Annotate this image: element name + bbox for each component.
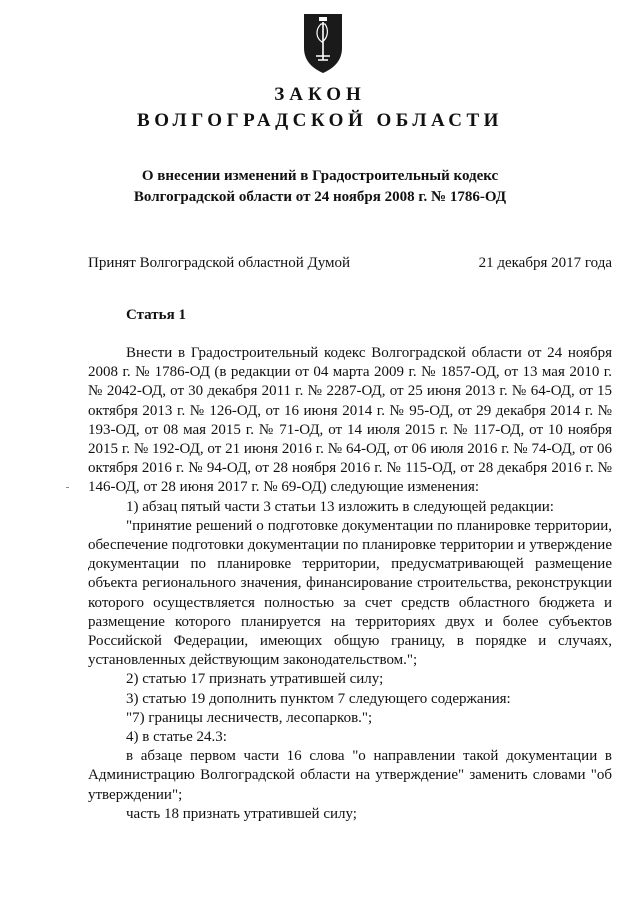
adopted-by-text: Принят Волгоградской областной Думой (88, 255, 351, 271)
adoption-date: 21 декабря 2017 года (478, 255, 612, 271)
paragraph-item-3: 3) статью 19 дополнить пунктом 7 следующего содержания: (126, 690, 511, 707)
paragraph-quoted-item-7: "7) границы лесничеств, лесопарков."; (126, 709, 373, 726)
article-heading: Статья 1 (126, 307, 186, 323)
paragraph-quoted-text: "принятие решений о подготовке документации по планировке территории, обеспечение подготовки документации по планировке территории и утверждение документации по планировке территории, предусматривающей размещение объекта регионального значения, финансирование строительства, реконструкции которого осуществляется полностью за счет средств областного бюджета и размещение которого планируется на территориях двух и более субъектов Российской Федерации, имеющих общую границу, в порядке и случаях, установленных действующим законодательством."; (88, 517, 612, 669)
paragraph-item-4: 4) в статье 24.3: (126, 729, 227, 746)
law-subject-line-2: Волгоградской области от 24 ноября 2008 г. № 1786-ОД (133, 189, 507, 205)
adoption-line (88, 255, 612, 272)
article-body (88, 344, 612, 824)
law-subject-line-1: О внесении изменений в Градостроительный кодекс (141, 168, 499, 184)
region-title: ВОЛГОГРАДСКОЙ ОБЛАСТИ (137, 110, 503, 131)
paragraph-item-2: 2) статью 17 признать утратившей силу; (126, 671, 384, 688)
margin-mark (66, 487, 69, 488)
law-subject (0, 166, 640, 208)
paragraph-item-1: 1) абзац пятый части 3 статьи 13 изложить в следующей редакции: (126, 498, 554, 515)
paragraph-item-4-part-16: в абзаце первом части 16 слова "о направлении такой документации в Администрацию Волгоградской области на утверждение" заменить словами "об утверждении"; (88, 748, 612, 803)
paragraph-intro: Внести в Градостроительный кодекс Волгоградской области от 24 ноября 2008 г. № 1786-ОД (в редакции от 04 марта 2009 г. № 1857-ОД, от 13 мая 2010 г. № 2042-ОД, от 30 декабря 2011 г. № 2287-ОД, от 25 июня 2013 г. № 64-ОД, от 15 октября 2013 г. № 126-ОД, от 16 июня 2014 г. № 95-ОД, от 29 декабря 2014 г. № 193-ОД, от 08 мая 2015 г. № 71-ОД, от 14 июля 2015 г. № 117-ОД, от 10 ноября 2015 г. № 192-ОД, от 21 июня 2016 г. № 64-ОД, от 06 июля 2016 г. № 74-ОД, от 06 октября 2016 г. № 94-ОД, от 28 ноября 2016 г. № 115-ОД, от 28 декабря 2016 г. № 146-ОД, от 28 июня 2017 г. № 69-ОД) следующие изменения: (88, 345, 612, 496)
paragraph-item-4-part-18: часть 18 признать утратившей силу; (126, 805, 357, 822)
coat-of-arms-emblem (300, 12, 346, 74)
law-title: ЗАКОН (274, 84, 366, 105)
